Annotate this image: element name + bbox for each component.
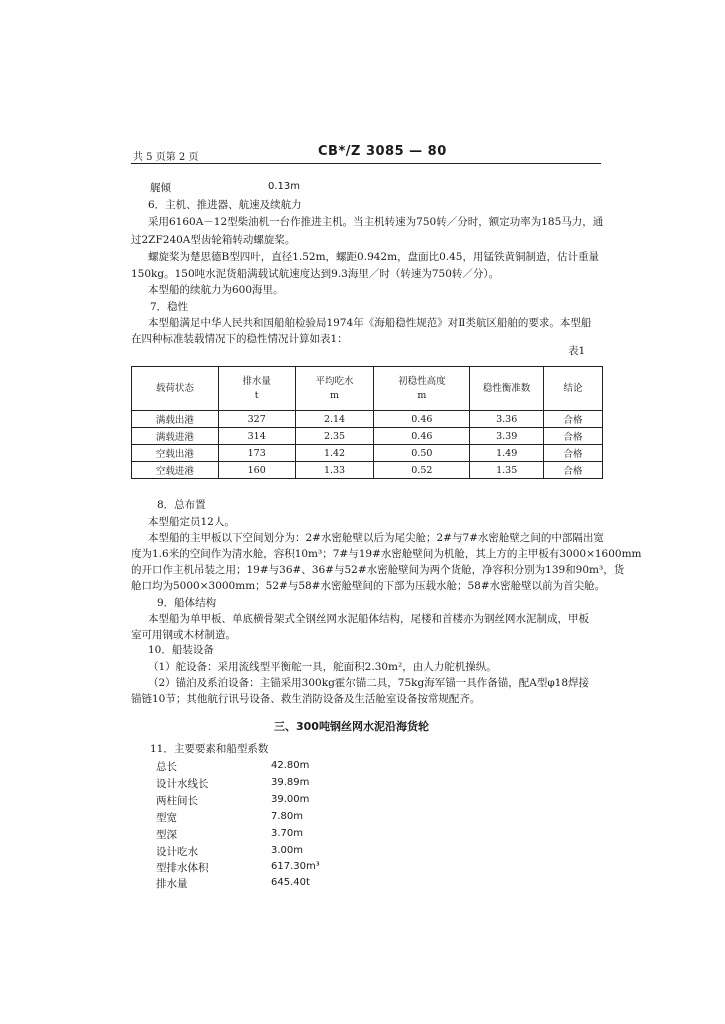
cell: 0.46 [374,428,470,445]
cell: 0.50 [374,445,470,462]
spec-value: 7.80m [271,811,304,822]
section-11-title: 11．主要要素和船型系数 [150,743,269,755]
spec-label: 型宽 [156,812,177,824]
table-row [132,462,603,479]
section-8-para-1: 本型船定员12人。 [148,516,235,528]
spec-value: 645.40t [271,877,310,888]
spec-label: 设计水线长 [156,778,209,790]
cell: 0.52 [374,462,470,479]
spec-label: 排水量 [156,878,188,890]
cell: 0.46 [374,411,470,428]
spec-value: 39.00m [271,794,310,805]
table-row [132,445,603,462]
section-6-para-1a: 采用6160A－12型柴油机一台作推进主机。当主机转速为750转／分时，额定功率为185马力，通 [148,216,604,228]
cell: 2.35 [295,428,374,445]
table-row [132,428,603,445]
table-row [132,411,603,428]
cell: 合格 [544,462,603,479]
spec-value: 617.30m³ [271,861,320,872]
table-1-label: 表1 [568,345,586,357]
section-8-title: 8．总布置 [157,499,206,511]
cell: 1.35 [470,462,544,479]
section-6-title: 6．主机、推进器、航速及续航力 [148,199,302,211]
header-load-condition: 载荷状态 [132,367,219,411]
section-9-para-1b: 室可用钢或木材制造。 [131,629,236,641]
section-9-para-1a: 本型船为单甲板、单底横骨架式全钢丝网水泥船体结构，尾楼和首楼亦为钢丝网水泥制成，甲板 [148,613,589,625]
section-10-para-2a: （2）锚泊及系泊设备：主锚采用300kg霍尔锚二具，75kg海军锚一具作备锚，配A型φ18焊接 [148,677,590,689]
section-10-para-2b: 锚链10节；其他航行讯号设备、救生消防设备及生活舱室设备按常规配齐。 [131,693,481,705]
spec-label: 型深 [156,829,177,841]
section-10-para-1: （1）舵设备：采用流线型平衡舵一具，舵面积2.30m²，由人力舵机操纵。 [148,661,497,673]
part-3-heading: 三、300吨钢丝网水泥沿海货轮 [274,720,429,733]
cell: 173 [218,445,295,462]
section-7-title: 7．稳性 [150,301,189,313]
cell: 2.14 [295,411,374,428]
trim-label: 艉倾 [150,182,171,194]
cell: 1.33 [295,462,374,479]
cell: 1.42 [295,445,374,462]
cell: 满载进港 [132,428,219,445]
section-7-para-1a: 本型船满足中华人民共和国船舶检验局1974年《海船稳性规范》对Ⅱ类航区船舶的要求。本型船 [148,317,592,329]
section-8-para-2c: 的开口作主机吊装之用；19#与36#、36#与52#水密舱壁间为两个货舱，净容积分别为139和90m³，货 [131,564,625,576]
header-displacement: 排水量 t [218,367,295,411]
cell: 合格 [544,411,603,428]
spec-label: 总长 [156,761,177,773]
standard-code: CB*/Z 3085 — 80 [318,144,447,159]
cell: 空载出港 [132,445,219,462]
section-7-para-1b: 在四种标准装载情况下的稳性情况计算如表1： [131,333,348,345]
cell: 314 [218,428,295,445]
spec-value: 39.89m [271,777,310,788]
header-conclusion: 结论 [544,367,603,411]
trim-value: 0.13m [268,181,301,192]
cell: 327 [218,411,295,428]
page-info: 共 5 页第 2 页 [133,152,199,163]
section-8-para-2b: 度为1.6米的空间作为清水舱，容积10m³；7#与19#水密舱壁间为机舱，其上方的主甲板有3000×1600mm [131,548,642,560]
table-header-row [132,367,603,411]
cell: 1.49 [470,445,544,462]
header-mean-draft: 平均吃水 m [295,367,374,411]
header-gm: 初稳性高度 m [374,367,470,411]
spec-value: 3.70m [271,828,304,839]
spec-label: 两柱间长 [156,795,198,807]
section-6-para-3: 本型船的续航力为600海里。 [148,284,284,296]
cell: 满载出港 [132,411,219,428]
cell: 合格 [544,428,603,445]
cell: 160 [218,462,295,479]
section-9-title: 9．船体结构 [157,597,217,609]
cell: 合格 [544,445,603,462]
section-10-title: 10．船装设备 [148,644,214,656]
section-6-para-2a: 螺旋桨为楚思德B型四叶，直径1.52m，螺距0.942m，盘面比0.45，用锰铁黄铜制造，估计重量 [148,251,599,263]
section-6-para-1b: 过2ZF240A型齿轮箱转动螺旋桨。 [131,234,296,246]
cell: 3.39 [470,428,544,445]
cell: 空载进港 [132,462,219,479]
spec-label: 设计吃水 [156,846,198,858]
spec-value: 3.00m [271,845,304,856]
spec-label: 型排水体积 [156,862,209,874]
cell: 3.36 [470,411,544,428]
header-divider [131,163,601,164]
section-8-para-2a: 本型船的主甲板以下空间划分为：2#水密舱壁以后为尾尖舱；2#与7#水密舱壁之间的中部隔出宽 [148,532,604,544]
stability-table [131,366,603,479]
section-8-para-2d: 舱口均为5000×3000mm；52#与58#水密舱壁间的下部为压载水舱；58#水密舱壁以前为首尖舱。 [131,580,606,592]
spec-value: 42.80m [271,760,310,771]
section-6-para-2b: 150kg。150吨水泥货船满载试航速度达到9.3海里／时（转速为750转／分）。 [131,268,500,280]
header-stability-criterion: 稳性衡准数 [470,367,544,411]
